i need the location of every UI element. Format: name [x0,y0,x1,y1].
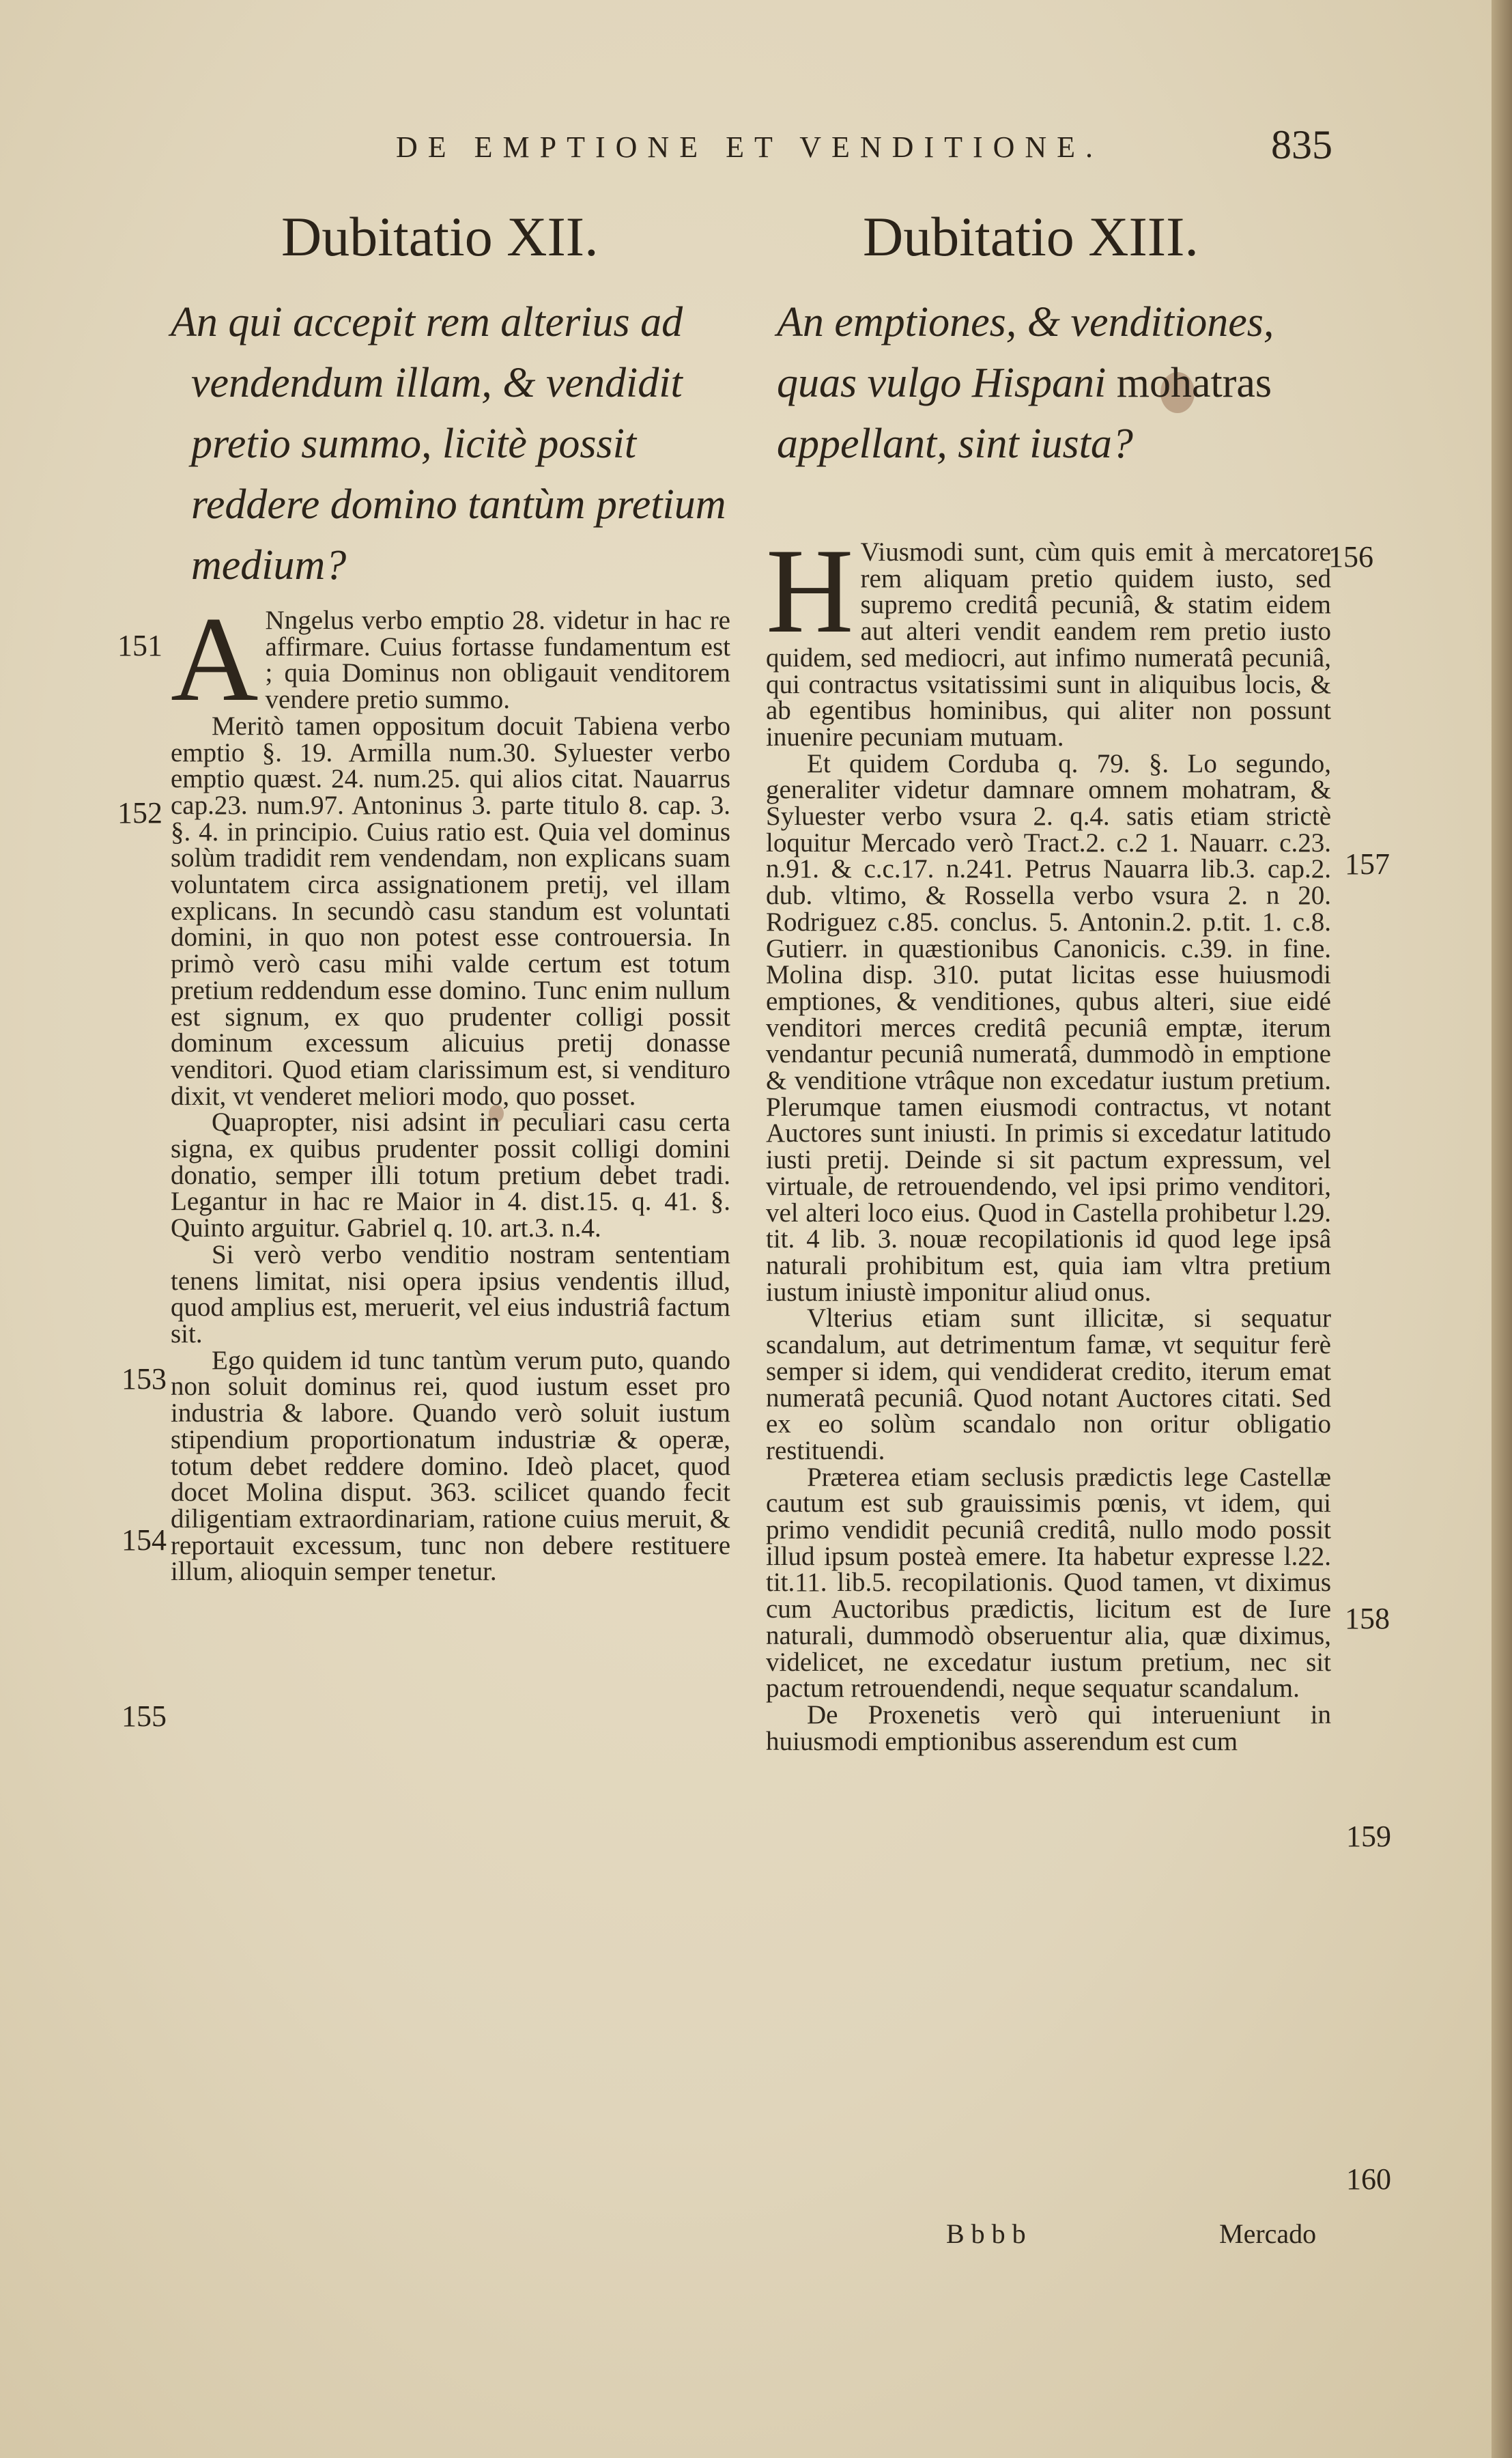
margin-number: 157 [1345,847,1390,881]
right-question-part-2: appellant, sint iusta? [777,421,1133,467]
right-question [777,292,1323,475]
right-paragraph-4: Præterea etiam seclusis prædictis lege Castellæ cautum est sub grauissimis pœnis, vt idem, qui primo vendidit pecuniâ creditâ, nullo modo possit illud ipsum posteà emere. Ita habetur expresse l.22. tit.11. lib.5. recopilationis. Quod tamen, vt diximus cum Auctoribus prædictis, licitum est de Iure naturali, dummodò obseruentur alia, quæ diximus, videlicet, ne excedatur iustum pretium, nec sit pactum retrouendendi, neque sequatur scandalum. [766,1462,1331,1704]
margin-number: 160 [1346,2162,1391,2196]
margin-number: 151 [117,629,162,662]
left-paragraph-2: Meritò tamen oppositum docuit Tabiena verbo emptio §. 19. Armilla num.30. Syluester verbo emptio quæst. 24. num.25. qui alios citat. Nauarrus cap.23. num.97. Antoninus 3. parte titulo 8. cap. 3. §. 4. in principio. Cuius ratio est. Quia vel dominus solùm tradidit rem vendendam, non explicans suam voluntatem circa assignationem pretij, vel illam explicans. In secundò casu standum est voluntati domini, in quo non potest esse controuersia. In primò verò casu mihi valde certum est totum pretium reddendum esse domino. Tunc enim nullum est signum, ex quo prudenter colligi possit dominum excessum alicuius pretij donasse venditori. Quod etiam clarissimum est, si vendituro dixit, vt venderet meliori modo, quo posset. [171,711,730,1111]
right-heading: Dubitatio XIII. [863,206,1199,268]
left-column [171,591,730,1587]
page-number: 835 [1271,122,1332,167]
left-paragraph-4: Si verò verbo venditio nostram sententiam tenens limitat, nisi opera ipsius vendentis illud, quod amplius est, meruerit, vel eius industriâ factum sit. [171,1239,730,1348]
signature-mark: Bbbb [946,2218,1033,2249]
left-paragraph-3: Quapropter, nisi adsint in peculiari casu certa signa, ex quibus prudenter possit colligi domini donatio, semper illi totum pretium debet tradi. Legantur in hac re Maior in 4. dist.15. q. 41. §. Quinto arguitur. Gabriel q. 10. art.3. n.4. [171,1107,730,1243]
dropcap-a: A [171,591,259,726]
left-paragraph-1: Nngelus verbo emptio 28. videtur in hac re affirmare. Cuius fortasse fundamentum est ; quia Dominus non obligauit venditorem vendere pretio summo. [265,606,730,715]
right-question-roman: mohatras [1116,360,1272,406]
right-paragraph-3: Vlterius etiam sunt illicitæ, si sequatur scandalum, aut detrimentum famæ, vt sequitur ferè semper si idem, qui vendiderat credito, iterum emat numeratâ pecuniâ. Quod notant Auctores citati. Sed ex eo solùm scandalo non oritur obligatio restituendi. [766,1303,1331,1465]
left-heading: Dubitatio XII. [281,206,599,268]
dropcap-h: H [766,523,854,658]
margin-number: 156 [1328,540,1373,574]
left-question: An qui accepit rem alterius ad vendendum illam, & vendidit pretio summo, licitè possit reddere domino tantùm pretium medium? [171,299,726,589]
catchword: Mercado [1219,2218,1317,2249]
margin-number: 159 [1346,1820,1391,1853]
margin-number: 152 [117,796,162,830]
left-paragraph-5: Ego quidem id tunc tantùm verum puto, quando non soluit dominus rei, quod iustum esset pro industria & labore. Quando verò soluit iustum stipendium proportionatum industriæ & operæ, totum debet reddere domino. Ideò placet, quod docet Molina disput. 363. scilicet quando fecit diligentiam extraordinariam, ratione cuius meruit, & reportauit excessum, tunc non debere restituere illum, alioquin semper tenetur. [171,1345,730,1587]
margin-number: 154 [122,1523,167,1557]
margin-number: 155 [122,1699,167,1733]
right-paragraph-1: Viusmodi sunt, cùm quis emit à mercatore rem aliquam pretio quidem iusto, sed supremo creditâ pecuniâ, & statim eidem aut alteri vendit eandem rem pretio iusto quidem, sed mediocri, aut infimo numeratâ pecuniâ, qui contractus vsitatissimi sunt in aliquibus locis, & ab egentibus hominibus, qui aliter non possunt inuenire pecuniam mutuam. [766,537,1331,752]
page-edge [1492,0,1512,2458]
margin-number: 158 [1345,1602,1390,1635]
right-paragraph-2: Et quidem Corduba q. 79. §. Lo segundo, generaliter videtur damnare omnem mohatram, & Syluester verbo vsura 2. q.4. satis etiam strictè loquitur Mercado verò Tract.2. c.2 1. Nauarr. c.23. n.91. & c.c.17. n.241. Petrus Nauarra lib.3. cap.2. dub. vltimo, & Rossella verbo vsura 2. n 20. Rodriguez c.85. conclus. 5. Antonin.2. p.tit. 1. c.8. Gutierr. in quæstionibus Canonicis. c.39. in fine. Molina disp. 310. putat licitas esse huiusmodi emptiones, & venditiones, qubus alteri, siue eidé venditori merces creditâ pecuniâ emptæ, iterum vendantur pecuniâ numeratâ, dummodò in emptione & venditione vtrâque non excedatur iustum pretium. Plerumque tamen eiusmodi contractus, vt notant Auctores sunt iniusti. In primis si excedatur latitudo iusti pretij. Deinde si sit pactum expressum, vel virtuale, de retrouendendo, vel ipsi primo venditori, vel alteri loco eius. Quod in Castella prohibetur l.29. tit. 4 lib. 3. nouæ recopilationis id quod lege ipsâ naturali prohibitum est, quia iam vltra pretium iustum iniustè imponitur aliud onus. [766,748,1331,1307]
right-paragraph-5: De Proxenetis verò qui interueniunt in huiusmodi emptionibus asserendum est cum [766,1699,1331,1756]
right-question-part-1: An emptiones, & venditiones, quas vulgo Hispani [777,299,1274,406]
right-column [766,523,1331,1756]
running-head: DE EMPTIONE ET VENDITIONE. [396,130,1104,164]
margin-number: 153 [122,1362,167,1396]
